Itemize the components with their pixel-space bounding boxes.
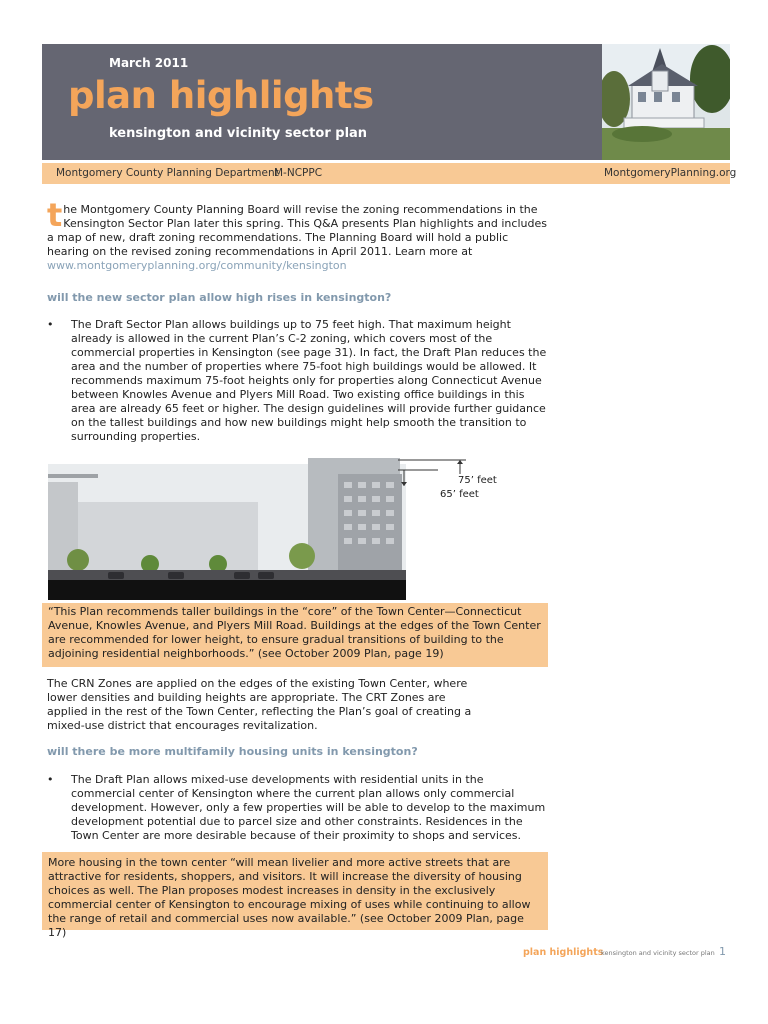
masthead	[42, 44, 730, 160]
section-heading-high-rises: will the new sector plan allow high rises in kensington?	[47, 291, 392, 304]
height-label-65: 65’ feet	[440, 489, 479, 500]
bullet-dot: •	[47, 318, 54, 331]
intro-paragraph	[47, 196, 547, 273]
bullet-item-housing	[47, 773, 547, 843]
victorian-house-image	[602, 44, 730, 160]
page-number: 1	[719, 945, 726, 958]
intro-link[interactable]: www.montgomeryplanning.org/community/kensington	[47, 259, 347, 272]
footer-subtitle: kensington and vicinity sector plan	[601, 949, 715, 957]
newsletter-subtitle: kensington and vicinity sector plan	[109, 126, 368, 141]
height-label-75: 75’ feet	[458, 475, 497, 486]
quote-box-housing: More housing in the town center “will mean livelier and more active streets that are attractive for residents, shoppers, and visitors. It will increase the diversity of housing choices as well. The Plan proposes modest increases in density in the exclusively commercial center of Kensington to encourage mixing of uses while continuing to allow the range of retail and commercial uses now available.” (see October 2009 Plan, page 17)	[42, 852, 548, 930]
agency-name: M-NCPPC	[274, 167, 323, 179]
house-photo	[602, 44, 730, 160]
section-heading-housing: will there be more multifamily housing units in kensington?	[47, 745, 418, 758]
footer-title: plan highlights	[523, 947, 604, 958]
bullet-dot: •	[47, 773, 54, 786]
drop-cap: t	[47, 196, 63, 234]
department-name: Montgomery County Planning Department	[56, 167, 279, 179]
bullet-item-high-rises	[47, 318, 547, 444]
quote-box-heights: “This Plan recommends taller buildings in the “core” of the Town Center—Connecticut Avenue, Knowles Avenue, and Plyers Mill Road. Buildings at the edges of the Town Center are recommended for lower height, to ensure gradual transitions of building to the adjoining residential neighborhoods.” (see October 2009 Plan, page 19)	[42, 603, 548, 667]
building-height-illustration	[48, 452, 508, 602]
street-section-image	[48, 452, 508, 602]
issue-date: March 2011	[109, 56, 189, 70]
website-link[interactable]: MontgomeryPlanning.org	[604, 167, 737, 179]
zones-paragraph: The CRN Zones are applied on the edges of the existing Town Center, where lower densities and building heights are appropriate. The CRT Zones are applied in the rest of the Town Center, reflecting the Plan’s goal of creating a mixed-use district that encourages revitalization.	[47, 677, 472, 732]
newsletter-title: plan highlights	[68, 74, 374, 117]
info-bar	[42, 163, 737, 184]
bullet-text: The Draft Sector Plan allows buildings up to 75 feet high. That maximum height already is allowed in the current Plan’s C-2 zoning, which covers most of the commercial properties in Kensington (see page 31). In fact, the Draft Plan reduces the area and the number of properties where 75-foot high buildings would be allowed. It recommends maximum 75-foot heights only for properties along Connecticut Avenue between Knowles Avenue and Plyers Mill Road. Two existing office buildings in this area are already 65 feet or higher. The design guidelines will provide further guidance on the tallest buildings and how new buildings might help smooth the transition to surrounding properties.	[71, 318, 547, 443]
bullet-text: The Draft Plan allows mixed-use developments with residential units in the commercial center of Kensington where the current plan allows only commercial development. However, only a few properties will be able to develop to the maximum development potential due to parcel size and other constraints. Residences in the Town Center are more desirable because of their proximity to shops and services.	[71, 773, 546, 842]
intro-text: he Montgomery County Planning Board will revise the zoning recommendations in the Kensington Sector Plan later this spring. This Q&A presents Plan highlights and includes a map of new, draft zoning recommendations. The Planning Board will hold a public hearing on the revised zoning recommendations in April 2011. Learn more at	[47, 203, 547, 258]
